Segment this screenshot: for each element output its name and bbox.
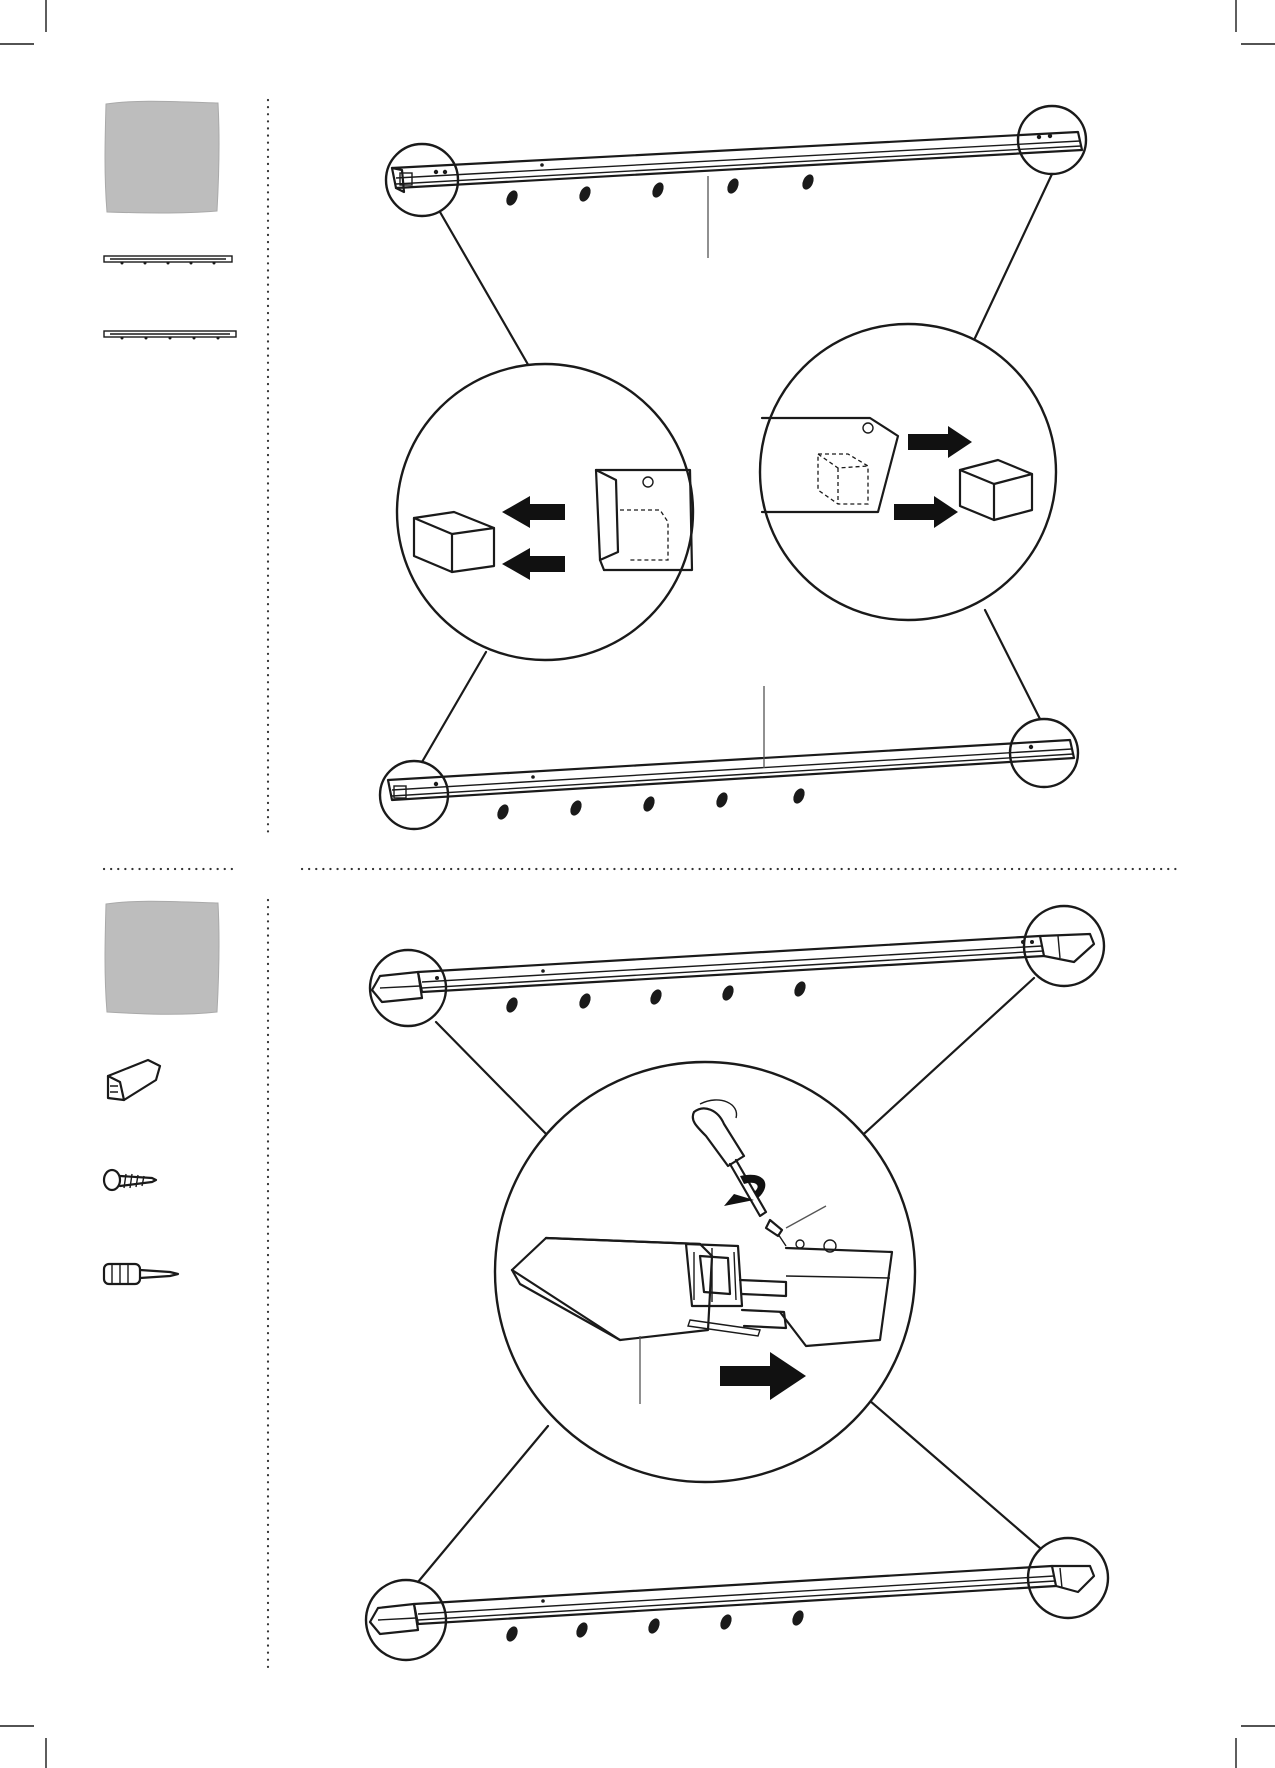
step-lower — [104, 901, 1108, 1660]
rail-top — [392, 132, 1082, 207]
rail-top-with-caps — [372, 934, 1094, 1014]
part-rail-short — [104, 256, 232, 265]
step-upper — [104, 101, 1086, 829]
rail-bottom-with-caps — [370, 1566, 1094, 1643]
rail-bottom — [388, 740, 1074, 821]
highlight-ring-top-right — [1018, 106, 1086, 174]
step-number-badge — [105, 901, 219, 1014]
detail-remove-block-right-end — [760, 324, 1056, 620]
part-end-cap — [108, 1060, 160, 1100]
detail-insert-end-cap-with-screw — [495, 1062, 915, 1482]
detail-remove-block-left-end — [397, 364, 693, 660]
part-screw — [104, 1170, 156, 1190]
part-rail-long — [104, 331, 236, 340]
highlight-ring-bottom-right — [1010, 719, 1078, 787]
part-screwdriver — [104, 1264, 178, 1284]
highlight-ring-top-left — [386, 144, 458, 216]
step-number-badge — [105, 101, 219, 213]
highlight-ring-bottom-right — [1028, 1538, 1108, 1618]
